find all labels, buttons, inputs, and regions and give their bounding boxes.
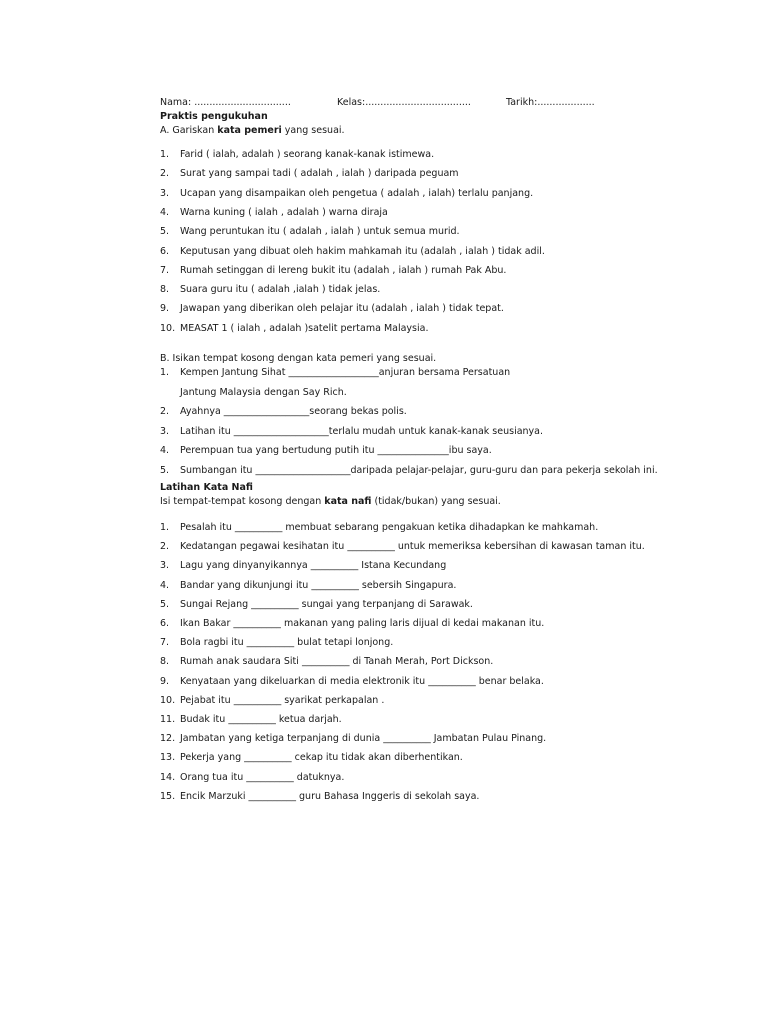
item-text: Jambatan yang ketiga terpanjang di dunia __________ Jambatan Pulau Pinang. <box>180 733 547 745</box>
item-text: Bola ragbi itu __________ bulat tetapi lonjong. <box>180 637 394 649</box>
section-a-instruction <box>160 125 345 136</box>
item-text: Latihan itu ____________________terlalu mudah untuk kanak-kanak seusianya. <box>180 425 544 437</box>
exercise-item <box>160 733 546 744</box>
nama-field: Nama: ................................ <box>160 97 291 108</box>
exercise-item <box>160 387 347 398</box>
section-c-title: Latihan Kata Nafi <box>160 482 253 493</box>
item-text: Wang peruntukan itu ( adalah , ialah ) untuk semua murid. <box>180 226 460 238</box>
item-number: 9. <box>160 303 170 315</box>
exercise-item <box>160 284 380 295</box>
item-text: Encik Marzuki __________ guru Bahasa Inggeris di sekolah saya. <box>180 790 480 802</box>
item-text: Pesalah itu __________ membuat sebarang pengakuan ketika dihadapkan ke mahkamah. <box>180 522 599 533</box>
item-text: Kempen Jantung Sihat ___________________anjuran bersama Persatuan <box>180 367 511 378</box>
exercise-item <box>160 599 473 610</box>
instruction-keyword: kata nafi <box>324 496 372 507</box>
section-a-title: Praktis pengukuhan <box>160 111 268 122</box>
item-number: 1. <box>160 522 170 533</box>
item-text: Ayahnya __________________seorang bekas polis. <box>180 406 407 418</box>
item-text: Pekerja yang __________ cekap itu tidak akan diberhentikan. <box>180 752 463 764</box>
item-text: Warna kuning ( ialah , adalah ) warna diraja <box>180 206 388 218</box>
item-number: 2. <box>160 406 170 418</box>
item-text: Kedatangan pegawai kesihatan itu __________ untuk memeriksa kebersihan di kawasan taman itu. <box>180 541 645 553</box>
item-text: Ikan Bakar __________ makanan yang paling laris dijual di kedai makanan itu. <box>180 618 545 629</box>
item-text: Budak itu __________ ketua darjah. <box>180 714 342 725</box>
exercise-item <box>160 522 598 533</box>
item-number: 8. <box>160 656 170 668</box>
exercise-item <box>160 580 456 591</box>
instruction-keyword: kata pemeri <box>217 125 282 136</box>
exercise-item <box>160 426 543 437</box>
item-text: Keputusan yang dibuat oleh hakim mahkamah itu (adalah , ialah ) tidak adil. <box>180 245 545 257</box>
exercise-item <box>160 791 479 802</box>
item-number: 4. <box>160 206 170 218</box>
exercise-item <box>160 445 492 456</box>
item-number: 9. <box>160 675 170 687</box>
item-number: 15. <box>160 790 176 802</box>
item-number: 5. <box>160 598 170 610</box>
exercise-item <box>160 695 384 706</box>
item-text: Orang tua itu __________ datuknya. <box>180 771 345 783</box>
exercise-item <box>160 226 460 237</box>
exercise-item <box>160 465 658 476</box>
item-text: Jawapan yang diberikan oleh pelajar itu (adalah , ialah ) tidak tepat. <box>180 303 504 315</box>
item-number: 7. <box>160 637 170 649</box>
item-number: 4. <box>160 579 170 591</box>
item-text: Bandar yang dikunjungi itu __________ sebersih Singapura. <box>180 579 457 591</box>
item-number: 12. <box>160 733 176 745</box>
item-text: Lagu yang dinyanyikannya __________ Istana Kecundang <box>180 560 447 572</box>
exercise-item <box>160 714 342 725</box>
item-number: 13. <box>160 752 176 764</box>
item-number: 3. <box>160 187 170 199</box>
item-text: Surat yang sampai tadi ( adalah , ialah ) daripada peguam <box>180 168 459 180</box>
item-number: 5. <box>160 226 170 238</box>
item-text: Suara guru itu ( adalah ,ialah ) tidak jelas. <box>180 284 381 296</box>
item-number: 3. <box>160 425 170 437</box>
exercise-item <box>160 303 504 314</box>
exercise-item <box>160 367 510 378</box>
instruction-suffix: yang sesuai. <box>281 125 345 136</box>
instruction-suffix: (tidak/bukan) yang sesuai. <box>371 496 501 507</box>
item-text: Ucapan yang disampaikan oleh pengetua ( adalah , ialah) terlalu panjang. <box>180 187 534 199</box>
item-number: 14. <box>160 771 176 783</box>
exercise-item <box>160 618 544 629</box>
item-number: 10. <box>160 322 176 334</box>
exercise-item <box>160 676 544 687</box>
exercise-item <box>160 752 463 763</box>
exercise-item <box>160 637 393 648</box>
exercise-item <box>160 772 344 783</box>
kelas-field: Kelas:................................... <box>337 97 471 108</box>
item-text: Jantung Malaysia dengan Say Rich. <box>180 386 347 398</box>
item-text: Sungai Rejang __________ sungai yang terpanjang di Sarawak. <box>180 598 473 610</box>
item-number: 5. <box>160 465 170 476</box>
item-text: Rumah anak saudara Siti __________ di Tanah Merah, Port Dickson. <box>180 656 494 668</box>
exercise-item <box>160 168 459 179</box>
item-text: Farid ( ialah, adalah ) seorang kanak-kanak istimewa. <box>180 149 435 160</box>
exercise-item <box>160 265 506 276</box>
exercise-item <box>160 541 645 552</box>
item-number: 7. <box>160 264 170 276</box>
exercise-item <box>160 207 388 218</box>
item-text: Perempuan tua yang bertudung putih itu _______________ibu saya. <box>180 445 492 457</box>
item-number: 10. <box>160 694 176 706</box>
section-b-instruction: B. Isikan tempat kosong dengan kata pemeri yang sesuai. <box>160 353 437 364</box>
item-number: 1. <box>160 367 170 378</box>
tarikh-field: Tarikh:................... <box>506 97 595 108</box>
item-number: 4. <box>160 445 170 457</box>
exercise-item <box>160 323 428 334</box>
item-text: Sumbangan itu ____________________daripada pelajar-pelajar, guru-guru dan para pekerja sekolah ini. <box>180 465 658 476</box>
item-text: Kenyataan yang dikeluarkan di media elektronik itu __________ benar belaka. <box>180 675 544 687</box>
exercise-item <box>160 406 407 417</box>
item-number: 2. <box>160 541 170 553</box>
item-number: 6. <box>160 245 170 257</box>
item-text: MEASAT 1 ( ialah , adalah )satelit pertama Malaysia. <box>180 322 429 334</box>
exercise-item <box>160 149 434 160</box>
item-number: 11. <box>160 714 176 725</box>
instruction-prefix: A. Gariskan <box>160 125 218 136</box>
item-number: 2. <box>160 168 170 180</box>
exercise-item <box>160 560 446 571</box>
exercise-item <box>160 246 545 257</box>
section-c-instruction <box>160 496 501 507</box>
item-text: Rumah setinggan di lereng bukit itu (adalah , ialah ) rumah Pak Abu. <box>180 264 507 276</box>
item-number: 8. <box>160 284 170 296</box>
item-text: Pejabat itu __________ syarikat perkapalan . <box>180 694 385 706</box>
item-number: 1. <box>160 149 170 160</box>
instruction-prefix: Isi tempat-tempat kosong dengan <box>160 496 325 507</box>
exercise-item <box>160 656 493 667</box>
exercise-item <box>160 188 533 199</box>
item-number: 3. <box>160 560 170 572</box>
item-number: 6. <box>160 618 170 629</box>
